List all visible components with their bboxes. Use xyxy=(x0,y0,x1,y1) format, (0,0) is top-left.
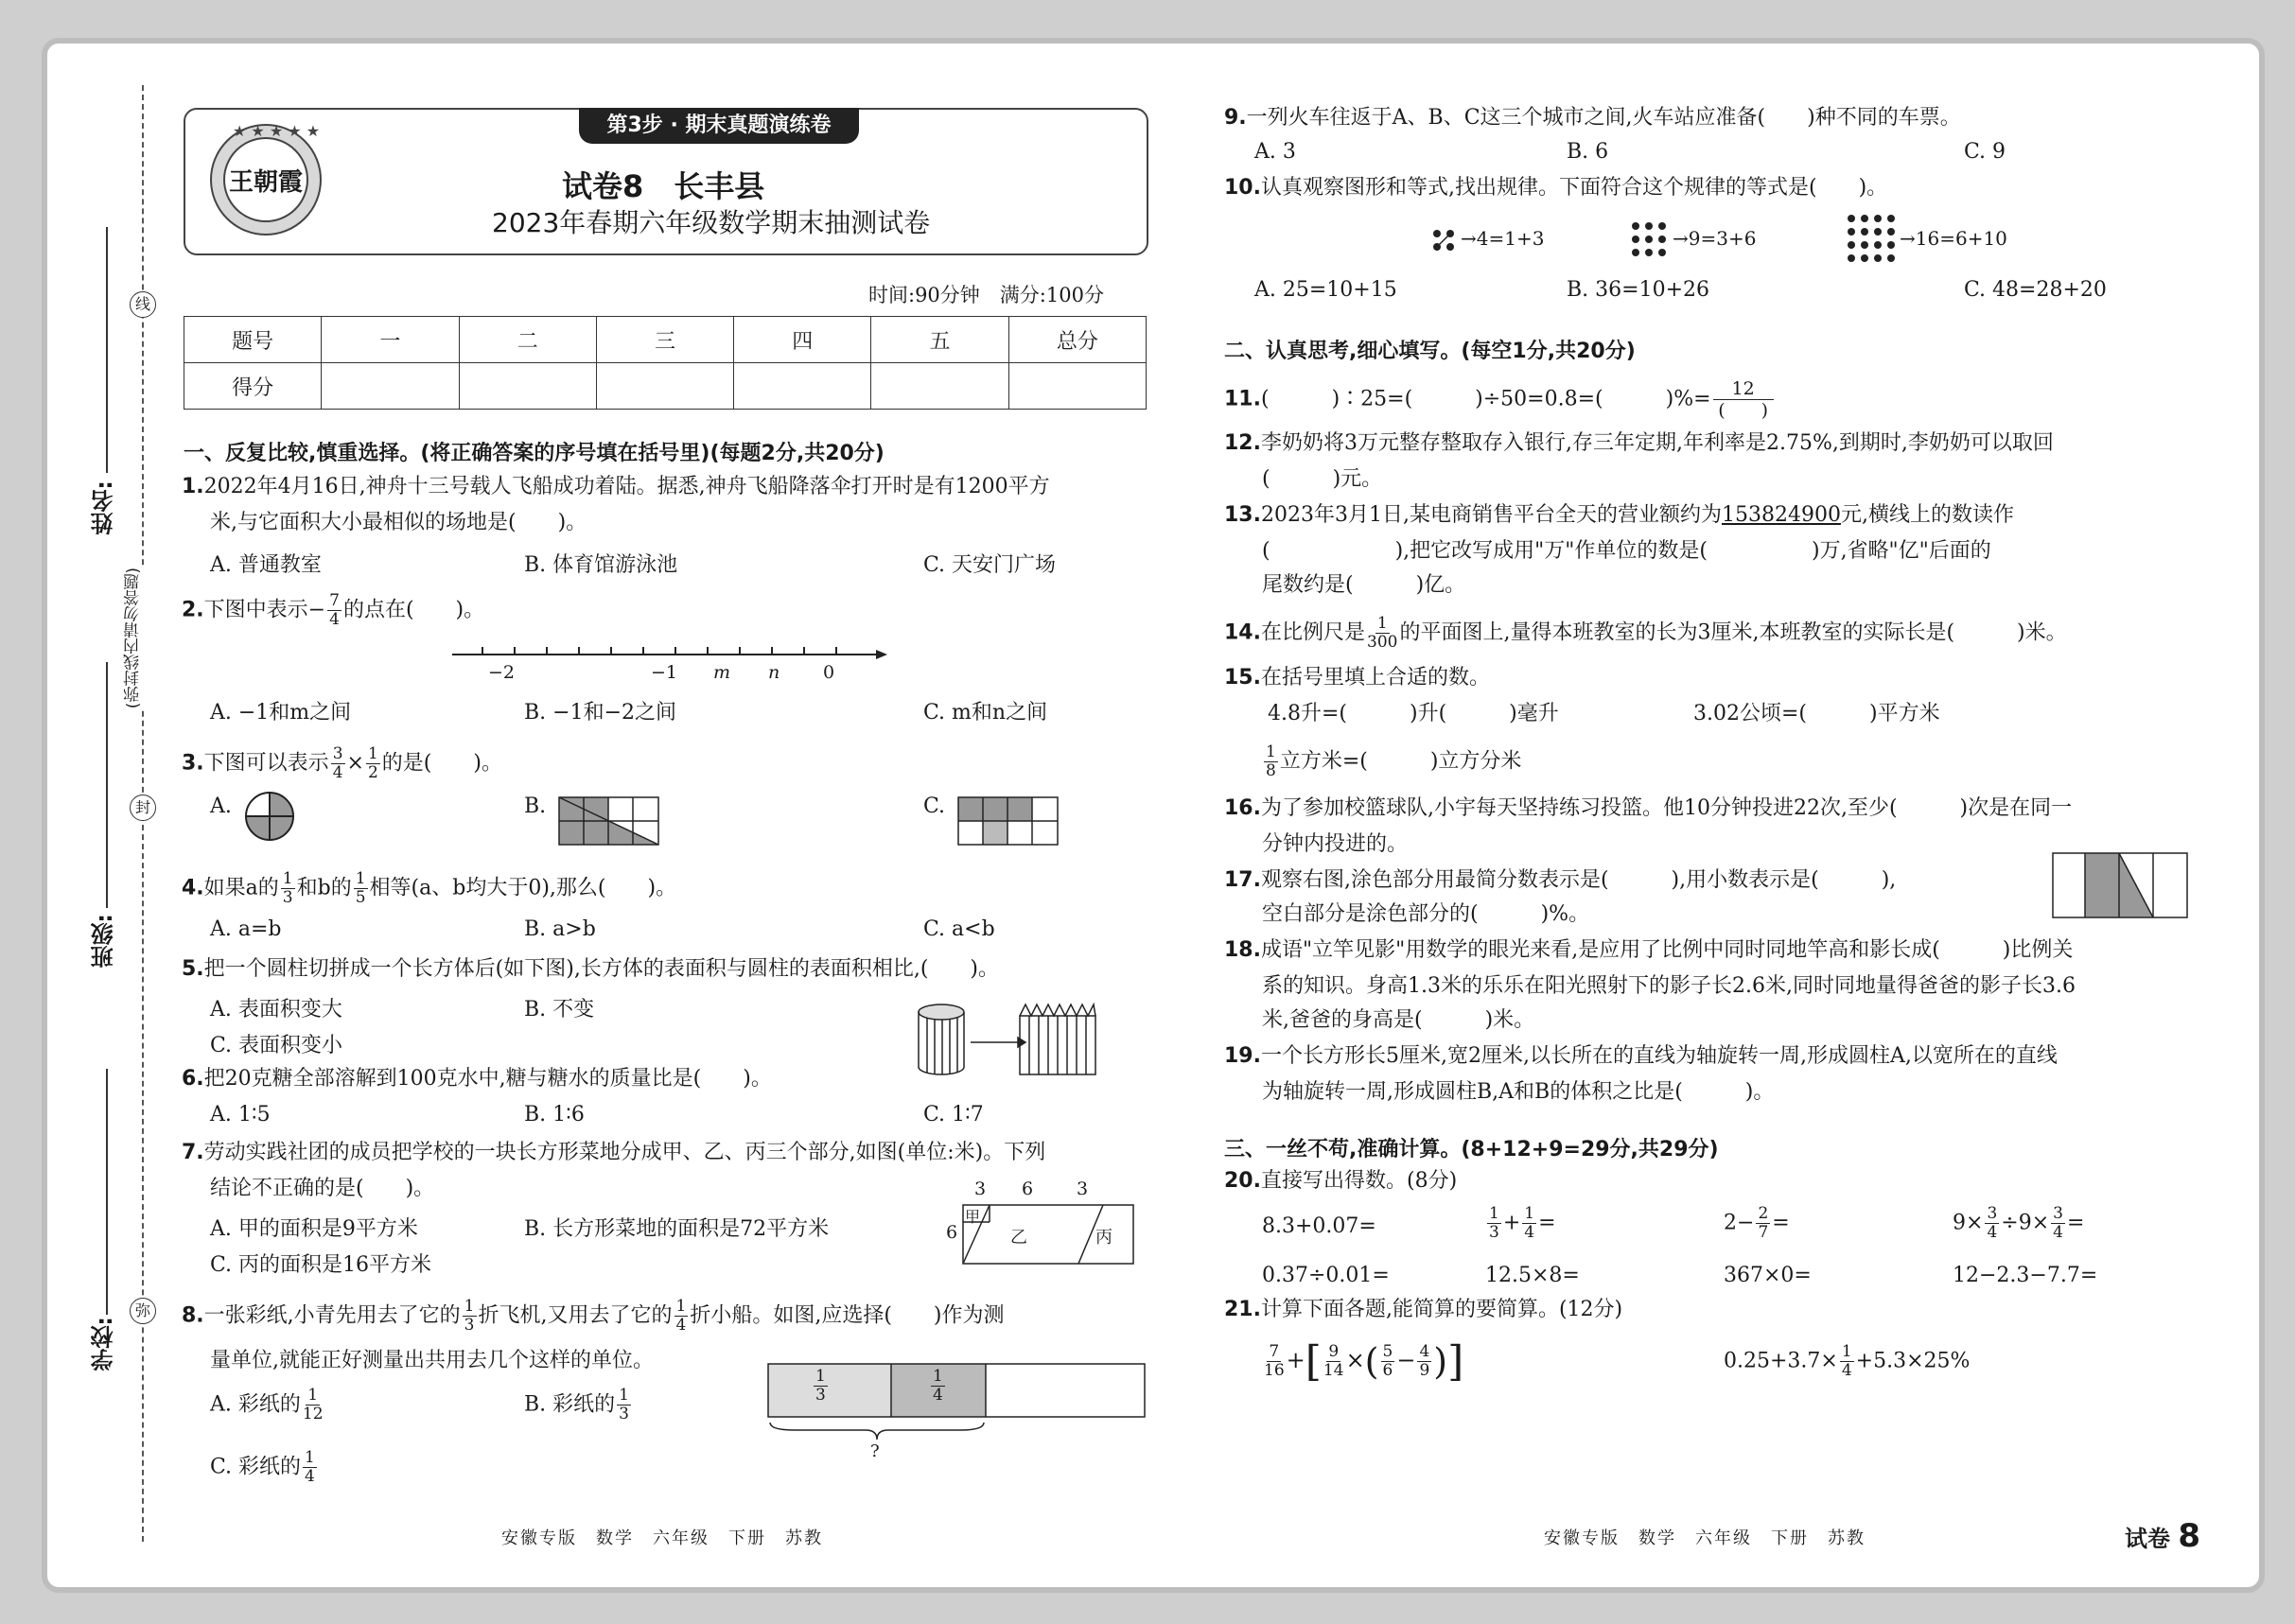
question-text: 2023年3月1日,某电商销售平台全天的营业额约为 xyxy=(1260,503,1722,527)
name-label: 姓名: xyxy=(91,480,117,535)
question-number: 14. xyxy=(1224,620,1261,645)
score-cell[interactable] xyxy=(1008,363,1146,410)
school-label: 学校: xyxy=(91,1317,117,1371)
question-text: 在比例尺是 xyxy=(1260,620,1365,645)
option-c[interactable]: C. 表面积变小 xyxy=(210,1034,343,1057)
question-number: 5. xyxy=(182,957,204,981)
question-number: 10. xyxy=(1224,176,1261,200)
dot-pattern-3 xyxy=(1631,221,1669,259)
question-text: 折小船。如图,应选择( )作为测 xyxy=(690,1303,1005,1328)
question-text: 李奶奶将3万元整存整取存入银行,存三年定期,年利率是2.75%,到期时,李奶奶可以取回 xyxy=(1260,431,2054,455)
fraction: $\frac{1}{12}$ xyxy=(302,1386,324,1423)
question-17 xyxy=(1224,866,1896,895)
question-15-item: 3.02公顷=( )平方米 xyxy=(1693,702,1940,725)
question-text: 成语"立竿见影"用数学的眼光来看,是应用了比例中同时同地竿高和影长成( )比例关 xyxy=(1260,938,2074,962)
question-text: 一列火车往返于A、B、C这三个城市之间,火车站应准备( )种不同的车票。 xyxy=(1246,106,1961,130)
question-number: 7. xyxy=(182,1141,204,1164)
fraction-blank[interactable]: $\frac{12}{( )}$ xyxy=(1713,378,1774,421)
question-text: ( )∶25=( )÷50=0.8=( )%= xyxy=(1260,387,1711,411)
fig-part-label: 乙 xyxy=(1010,1228,1027,1248)
section-2-heading: 二、认真思考,细心填写。(每空1分,共20分) xyxy=(1224,340,1636,363)
question-10 xyxy=(1224,174,1887,202)
calc-item[interactable]: 12−2.3−7.7= xyxy=(1953,1264,2098,1287)
grid-figure-c xyxy=(957,796,1060,846)
question-1 xyxy=(182,473,1050,501)
option-b[interactable]: B. 体育馆游泳池 xyxy=(524,553,678,577)
option-a[interactable]: A. a=b xyxy=(210,917,282,941)
question-7-line2: 结论不正确的是( )。 xyxy=(210,1177,435,1200)
question-1-line2: 米,与它面积大小最相似的场地是( )。 xyxy=(210,511,587,534)
question-text: 一张彩纸,小青先用去了它的 xyxy=(203,1303,461,1328)
score-header: 题号 xyxy=(184,317,322,363)
question-number: 20. xyxy=(1224,1169,1261,1193)
question-number: 4. xyxy=(182,876,204,900)
option-c[interactable]: C. 48=28+20 xyxy=(1964,278,2107,302)
question-text: 的点在( )。 xyxy=(342,598,485,622)
axis-label: m xyxy=(713,662,731,683)
question-number: 19. xyxy=(1224,1044,1261,1068)
question-text: 如果a的 xyxy=(203,876,279,900)
question-2 xyxy=(182,592,484,629)
operator: × xyxy=(346,751,364,776)
question-8-line2: 量单位,就能正好测量出共用去几个这样的单位。 xyxy=(210,1349,654,1372)
fig-top-label: 6 xyxy=(1022,1179,1034,1199)
fig-side-label: 6 xyxy=(946,1222,958,1243)
question-5 xyxy=(182,955,999,984)
question-text: 折飞机,又用去了它的 xyxy=(478,1303,673,1328)
svg-text:★ ★ ★ ★ ★: ★ ★ ★ ★ ★ xyxy=(233,122,321,140)
axis-label: 0 xyxy=(823,662,835,683)
time-info: 时间:90分钟 满分:100分 xyxy=(868,284,1104,306)
fraction: $\frac{1}{3}$ xyxy=(619,1386,629,1423)
question-text: 和b的 xyxy=(296,876,352,900)
footer-right: 安徽专版 数学 六年级 下册 苏教 xyxy=(1544,1528,1866,1548)
question-number: 9. xyxy=(1224,106,1247,130)
question-text: 认真观察图形和等式,找出规律。下面符合这个规律的等式是( )。 xyxy=(1260,176,1888,200)
question-15-item: 4.8升=( )升( )毫升 xyxy=(1268,702,1559,725)
question-number: 8. xyxy=(182,1303,204,1328)
pattern-equation: →16=6+10 xyxy=(1900,227,2007,250)
option-c[interactable]: C. 彩纸的 $\frac{1}{4}$ xyxy=(210,1448,315,1486)
fraction: $\frac{1}{3}$ xyxy=(464,1297,475,1335)
question-20 xyxy=(1224,1167,1457,1196)
question-number: 3. xyxy=(182,751,204,776)
score-header-row xyxy=(184,317,1147,363)
question-9 xyxy=(1224,104,1961,132)
pattern-equation: →9=3+6 xyxy=(1673,227,1757,250)
question-text: 相等(a、b均大于0),那么( )。 xyxy=(369,876,677,900)
option-c[interactable]: C. 丙的面积是16平方米 xyxy=(210,1253,432,1277)
question-number: 13. xyxy=(1224,503,1261,527)
question-16 xyxy=(1224,795,2072,823)
question-number: 11. xyxy=(1224,387,1261,411)
option-b[interactable]: B. 36=10+26 xyxy=(1567,278,1710,302)
question-6 xyxy=(182,1065,772,1093)
question-number: 2. xyxy=(182,598,204,622)
question-number: 12. xyxy=(1224,431,1261,455)
question-18-line3: 米,爸爸的身高是( )米。 xyxy=(1262,1008,1535,1032)
calc-item[interactable]: 2− $\frac{2}{7}$ = xyxy=(1724,1204,1790,1242)
question-7 xyxy=(182,1139,1045,1167)
logo xyxy=(195,117,337,242)
calc-item[interactable]: $\frac{1}{3}$ + $\frac{1}{4}$ = xyxy=(1489,1204,1556,1242)
seal-mark-seal: 封 xyxy=(130,795,156,821)
strip-fraction: $\frac{1}{4}$ xyxy=(933,1367,943,1405)
question-3 xyxy=(182,745,502,782)
question-14 xyxy=(1224,615,2067,652)
score-header: 总分 xyxy=(1008,317,1146,363)
score-header: 三 xyxy=(596,317,733,363)
question-text: 直接写出得数。(8分) xyxy=(1260,1169,1458,1193)
question-text: 一个长方形长5厘米,宽2厘米,以长所在的直线为轴旋转一周,形成圆柱A,以宽所在的直线 xyxy=(1260,1044,2058,1068)
question-text: 计算下面各题,能简算的要简算。(12分) xyxy=(1260,1298,1623,1321)
question-number: 21. xyxy=(1224,1298,1261,1321)
score-cell[interactable] xyxy=(322,363,459,410)
circle-figure xyxy=(244,791,295,842)
question-text: 把一个圆柱切拼成一个长方体后(如下图),长方体的表面积与圆柱的表面积相比,( )。 xyxy=(203,957,999,981)
shaded-rectangle-figure xyxy=(2051,851,2189,919)
question-18 xyxy=(1224,936,2073,965)
score-header: 五 xyxy=(871,317,1008,363)
step-badge: 第3步 · 期末真题演练卷 xyxy=(579,108,859,144)
score-row-label: 得分 xyxy=(184,363,322,410)
question-number: 18. xyxy=(1224,938,1261,962)
option-a[interactable]: A. 彩纸的 $\frac{1}{12}$ xyxy=(210,1386,324,1423)
axis-label: −2 xyxy=(488,662,516,683)
question-13-line2: ( ),把它改写成用"万"作单位的数是( )万,省略"亿"后面的 xyxy=(1262,539,1991,563)
question-text: 为了参加校篮球队,小宇每天坚持练习投篮。他10分钟投进22次,至少( )次是在同一 xyxy=(1260,796,2073,820)
question-text: 下图中表示− xyxy=(203,598,326,622)
calc-item[interactable]: 12.5×8= xyxy=(1485,1264,1580,1287)
question-text: 元,横线上的数读作 xyxy=(1840,503,2014,527)
question-text: 观察右图,涂色部分用最简分数表示是( ),用小数表示是( ), xyxy=(1260,868,1897,892)
cylinder-cuboid-figure xyxy=(916,1001,1105,1076)
option-b[interactable]: B. 6 xyxy=(1567,140,1609,164)
pattern-equation: →4=1+3 xyxy=(1461,227,1545,250)
score-cell[interactable] xyxy=(596,363,733,410)
strip-question-mark: ? xyxy=(870,1441,880,1461)
score-row xyxy=(184,363,1147,410)
section-1-heading: 一、反复比较,慎重选择。(将正确答案的序号填在括号里)(每题2分,共20分) xyxy=(184,442,885,465)
fraction: $\frac{1}{300}$ xyxy=(1367,614,1398,652)
paper-title: 试卷8 长丰县 xyxy=(562,168,765,204)
option-b[interactable]: B. 不变 xyxy=(524,998,595,1022)
score-table xyxy=(184,316,1147,410)
score-cell[interactable] xyxy=(871,363,1008,410)
seal-notice: (弥封线内请勿答题) xyxy=(121,568,145,708)
fig-part-label: 甲 xyxy=(965,1208,981,1226)
fraction: $\frac{1}{5}$ xyxy=(355,869,366,907)
question-18-line2: 系的知识。身高1.3米的乐乐在阳光照射下的影子长2.6米,同时同地量得爸爸的影子长3.6 xyxy=(1262,974,2076,998)
dot-pattern-4 xyxy=(1847,214,1898,265)
footer-left: 安徽专版 数学 六年级 下册 苏教 xyxy=(501,1528,823,1548)
fraction: $\frac{7}{4}$ xyxy=(329,591,340,629)
fig-part-label: 丙 xyxy=(1095,1228,1112,1248)
option-b[interactable]: B. a>b xyxy=(524,917,596,941)
question-17-line2: 空白部分是涂色部分的( )%。 xyxy=(1262,902,1590,926)
option-a[interactable]: A. 甲的面积是9平方米 xyxy=(210,1217,418,1241)
section-3-heading: 三、一丝不苟,准确计算。(8+12+9=29分,共29分) xyxy=(1224,1138,1719,1161)
fig-top-label: 3 xyxy=(1077,1179,1089,1199)
paper-subtitle: 2023年春期六年级数学期末抽测试卷 xyxy=(492,207,931,238)
dot-pattern-2 xyxy=(1432,229,1457,253)
score-cell[interactable] xyxy=(734,363,871,410)
question-19-line2: 为轴旋转一周,形成圆柱B,A和B的体积之比是( )。 xyxy=(1262,1080,1775,1104)
name-underline xyxy=(106,227,108,473)
question-text: 2022年4月16日,神舟十三号载人飞船成功着陆。据悉,神舟飞船降落伞打开时是有1200平方 xyxy=(203,475,1050,498)
question-number: 17. xyxy=(1224,868,1261,892)
score-header: 一 xyxy=(322,317,459,363)
fig-top-label: 3 xyxy=(974,1179,987,1199)
question-text: 在括号里填上合适的数。 xyxy=(1260,666,1490,690)
question-19 xyxy=(1224,1042,2058,1071)
question-text: 下图可以表示 xyxy=(203,751,329,776)
option-c[interactable]: C. xyxy=(923,795,946,818)
school-underline xyxy=(106,1069,108,1315)
axis-label: −1 xyxy=(651,662,678,683)
question-15 xyxy=(1224,664,1490,692)
page-label: 试卷 8 xyxy=(2125,1517,2201,1555)
calc-item[interactable]: 0.37÷0.01= xyxy=(1262,1264,1390,1287)
option-a[interactable]: A. −1和m之间 xyxy=(210,701,352,725)
option-b[interactable]: B. 长方形菜地的面积是72平方米 xyxy=(524,1217,830,1241)
option-b[interactable]: B. 1∶6 xyxy=(524,1103,585,1126)
option-a[interactable]: A. xyxy=(210,795,232,818)
question-13-line3: 尾数约是( )亿。 xyxy=(1262,573,1466,597)
question-number: 15. xyxy=(1224,666,1261,690)
class-underline xyxy=(106,662,108,908)
calc-item[interactable]: 9× $\frac{3}{4}$ ÷9× $\frac{3}{4}$ = xyxy=(1953,1204,2085,1242)
seal-mark-closed: 弥 xyxy=(130,1298,156,1324)
grid-figure-b xyxy=(558,796,660,846)
question-16-line2: 分钟内投进的。 xyxy=(1262,832,1409,856)
option-a[interactable]: A. 3 xyxy=(1254,140,1296,164)
calc-item[interactable]: 8.3+0.07= xyxy=(1262,1214,1376,1238)
question-8 xyxy=(182,1298,1005,1335)
question-12-line2: ( )元。 xyxy=(1262,467,1383,491)
option-b[interactable]: B. xyxy=(524,795,547,818)
strip-fraction: $\frac{1}{3}$ xyxy=(815,1367,826,1405)
option-a[interactable]: A. 25=10+15 xyxy=(1254,278,1397,302)
question-12 xyxy=(1224,429,2054,458)
option-a[interactable]: A. 普通教室 xyxy=(210,553,322,577)
question-4 xyxy=(182,870,676,907)
question-text: 的是( )。 xyxy=(381,751,502,776)
fraction: $\frac{1}{2}$ xyxy=(367,744,378,782)
question-text: 把20克糖全部溶解到100克水中,糖与糖水的质量比是( )。 xyxy=(203,1067,772,1091)
question-number: 16. xyxy=(1224,796,1261,820)
score-header: 二 xyxy=(459,317,596,363)
option-a[interactable]: A. 表面积变大 xyxy=(210,998,342,1022)
option-c[interactable]: C. 9 xyxy=(1964,140,2006,164)
calc-expression-2[interactable]: 0.25+3.7× $\frac{1}{4}$ +5.3×25% xyxy=(1724,1342,1971,1380)
option-b[interactable]: B. 彩纸的 $\frac{1}{3}$ xyxy=(524,1386,629,1423)
option-b[interactable]: B. −1和−2之间 xyxy=(524,701,677,725)
question-11 xyxy=(1224,378,1776,421)
question-21 xyxy=(1224,1296,1622,1324)
question-15-item: $\frac{1}{8}$ 立方米=( )立方分米 xyxy=(1266,742,1522,780)
class-label: 班级: xyxy=(91,914,117,969)
axis-label: n xyxy=(768,662,780,683)
fraction: $\frac{1}{4}$ xyxy=(675,1297,687,1335)
question-text: 劳动实践社团的成员把学校的一块长方形菜地分成甲、乙、丙三个部分,如图(单位:米)。下列 xyxy=(203,1141,1046,1164)
option-c[interactable]: C. m和n之间 xyxy=(923,701,1048,725)
question-number: 1. xyxy=(182,475,204,498)
underlined-number: 153824900 xyxy=(1721,503,1841,527)
option-c[interactable]: C. 1∶7 xyxy=(923,1103,984,1126)
calc-item[interactable]: 367×0= xyxy=(1724,1264,1812,1287)
fraction: $\frac{3}{4}$ xyxy=(332,744,343,782)
option-a[interactable]: A. 1∶5 xyxy=(210,1103,271,1126)
seal-mark-line: 线 xyxy=(130,291,156,318)
question-text: 的平面图上,量得本班教室的长为3厘米,本班教室的实际长是( )米。 xyxy=(1399,620,2067,645)
calc-expression-1[interactable]: $\frac{7}{16}$ +[ $\frac{9}{14}$ ×( $\frac{5}{6}$ − $\frac{4}{9}$ )] xyxy=(1264,1337,1464,1386)
question-13 xyxy=(1224,501,2014,530)
fraction: $\frac{1}{4}$ xyxy=(305,1448,315,1486)
fraction: $\frac{1}{8}$ xyxy=(1266,742,1276,780)
score-cell[interactable] xyxy=(459,363,596,410)
question-number: 6. xyxy=(182,1067,204,1091)
logo-text: 王朝霞 xyxy=(229,168,304,197)
option-c[interactable]: C. a<b xyxy=(923,917,995,941)
fraction: $\frac{1}{3}$ xyxy=(282,869,293,907)
score-header: 四 xyxy=(734,317,871,363)
option-c[interactable]: C. 天安门广场 xyxy=(923,553,1057,577)
